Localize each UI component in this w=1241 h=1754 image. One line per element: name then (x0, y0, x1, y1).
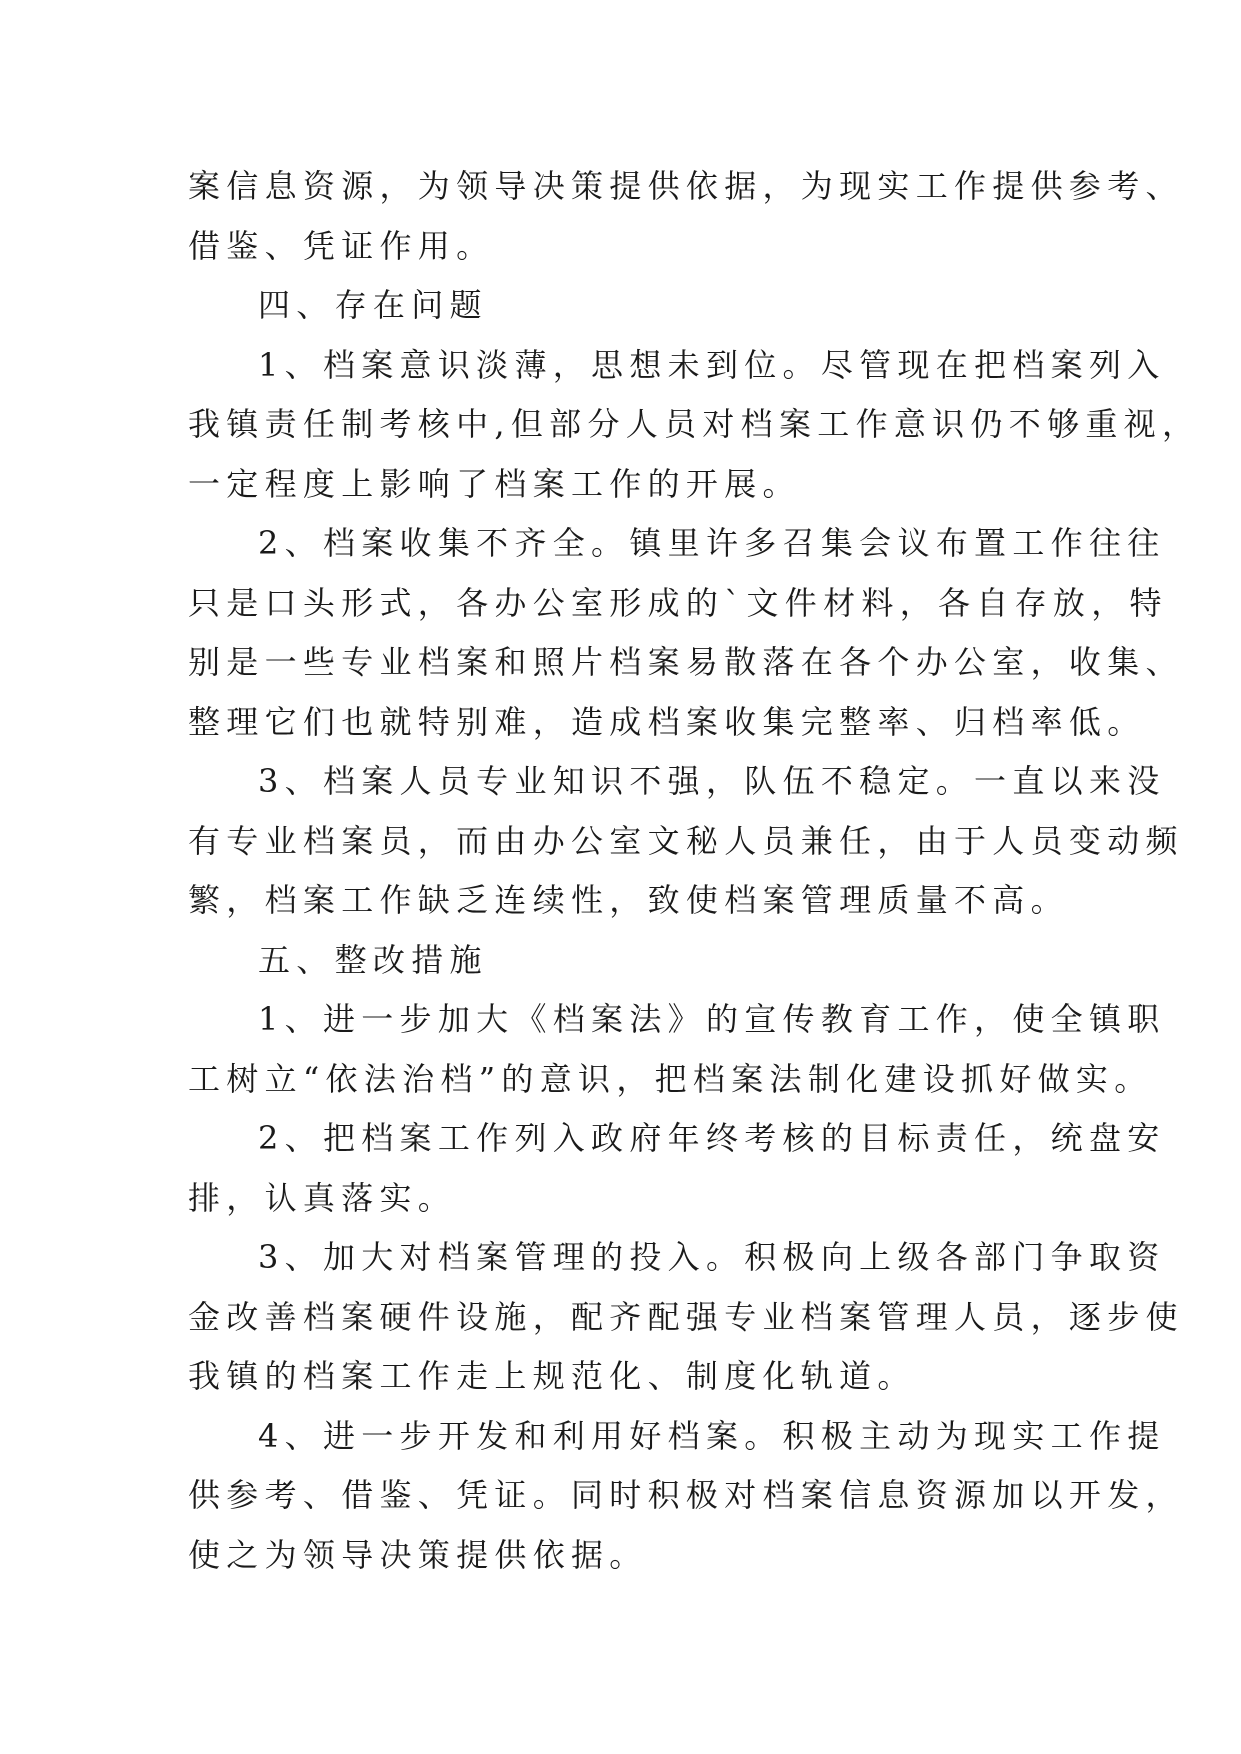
text-line: 1、档案意识淡薄，思想未到位。尽管现在把档案列入 (258, 345, 1166, 384)
text-line: 我镇责任制考核中,但部分人员对档案工作意识仍不够重视， (188, 405, 1201, 443)
text-line: 别是一些专业档案和照片档案易散落在各个办公室，收集、 (188, 643, 1184, 681)
document-body (188, 157, 1201, 1585)
text-line: 1、进一步加大《档案法》的宣传教育工作，使全镇职 (258, 1000, 1166, 1038)
text-line: 有专业档案员，而由办公室文秘人员兼任，由于人员变动频 (188, 821, 1184, 860)
section-heading-measures: 五、整改措施 (258, 940, 488, 979)
text-line: 3、加大对档案管理的投入。积极向上级各部门争取资 (258, 1238, 1166, 1276)
text-line: 2、档案收集不齐全。镇里许多召集会议布置工作往往 (258, 524, 1166, 562)
text-line: 金改善档案硬件设施，配齐配强专业档案管理人员，逐步使 (188, 1297, 1184, 1336)
text-line: 只是口头形式，各办公室形成的`文件材料，各自存放，特 (188, 583, 1168, 622)
text-line: 借鉴、凭证作用。 (188, 226, 495, 265)
text-line: 2、把档案工作列入政府年终考核的目标责任，统盘安 (258, 1119, 1166, 1157)
text-line: 整理它们也就特别难，造成档案收集完整率、归档率低。 (188, 702, 1146, 741)
text-line: 供参考、借鉴、凭证。同时积极对档案信息资源加以开发， (188, 1476, 1184, 1514)
text-line: 使之为领导决策提供依据。 (188, 1535, 648, 1574)
section-heading-problems: 四、存在问题 (258, 286, 488, 324)
text-line: 我镇的档案工作走上规范化、制度化轨道。 (188, 1357, 916, 1395)
text-line: 3、档案人员专业知识不强，队伍不稳定。一直以来没 (258, 762, 1166, 800)
text-line: 案信息资源，为领导决策提供依据，为现实工作提供参考、 (188, 167, 1184, 205)
text-line: 4、进一步开发和利用好档案。积极主动为现实工作提 (258, 1416, 1166, 1455)
text-line: 工树立“依法治档”的意识，把档案法制化建设抓好做实。 (188, 1059, 1153, 1098)
text-line: 繁，档案工作缺乏连续性，致使档案管理质量不高。 (188, 881, 1069, 919)
text-line: 一定程度上影响了档案工作的开展。 (188, 464, 801, 503)
text-line: 排，认真落实。 (188, 1178, 457, 1217)
